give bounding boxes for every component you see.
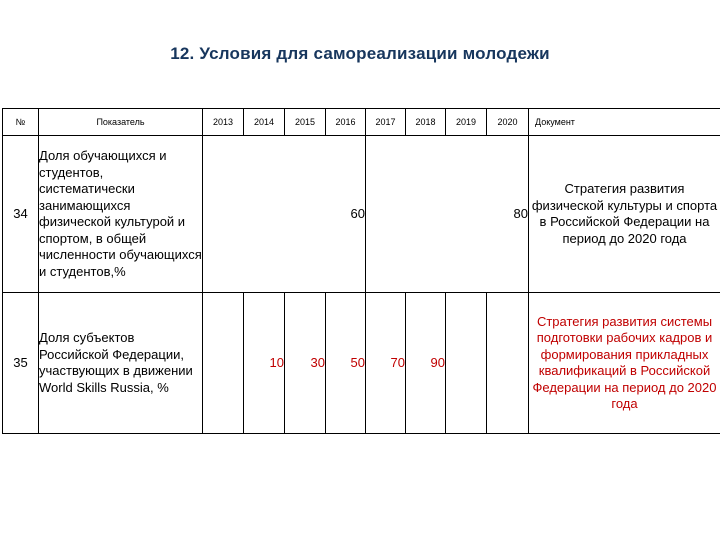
value-2020 — [487, 293, 529, 434]
header-year-2016: 2016 — [326, 109, 366, 136]
value-2020: 80 — [366, 136, 529, 293]
value-2018: 90 — [406, 293, 446, 434]
page-title: 12. Условия для самореализации молодежи — [170, 44, 550, 63]
table-header-row — [3, 109, 720, 136]
header-year-2020: 2020 — [487, 109, 529, 136]
table-row — [3, 136, 720, 293]
indicators-table — [2, 108, 720, 434]
header-document: Документ — [529, 109, 720, 136]
document-text: Стратегия развития физической культуры и спорта в Российской Федерации на период до 2020 года — [529, 136, 720, 293]
document-text: Стратегия развития системы подготовки рабочих кадров и формирования прикладных квалификаций в Российской Федерации на период до 2020 года — [529, 293, 720, 434]
header-year-2013: 2013 — [203, 109, 244, 136]
value-2016: 60 — [203, 136, 366, 293]
header-indicator: Показатель — [39, 109, 203, 136]
header-year-2015: 2015 — [285, 109, 326, 136]
indicator-text: Доля субъектов Российской Федерации, участвующих в движении World Skills Russia, % — [39, 293, 203, 434]
table-row — [3, 293, 720, 434]
value-2016: 50 — [326, 293, 366, 434]
header-year-2018: 2018 — [406, 109, 446, 136]
header-year-2017: 2017 — [366, 109, 406, 136]
header-year-2014: 2014 — [244, 109, 285, 136]
value-2013 — [203, 293, 244, 434]
row-number: 35 — [3, 293, 39, 434]
value-2017: 70 — [366, 293, 406, 434]
header-num: № — [3, 109, 39, 136]
value-2014: 10 — [244, 293, 285, 434]
indicator-text: Доля обучающихся и студентов, систематически занимающихся физической культурой и спортом, в общей численности обучающихся и студентов,% — [39, 136, 203, 293]
header-year-2019: 2019 — [446, 109, 487, 136]
value-2015: 30 — [285, 293, 326, 434]
value-2019 — [446, 293, 487, 434]
row-number: 34 — [3, 136, 39, 293]
